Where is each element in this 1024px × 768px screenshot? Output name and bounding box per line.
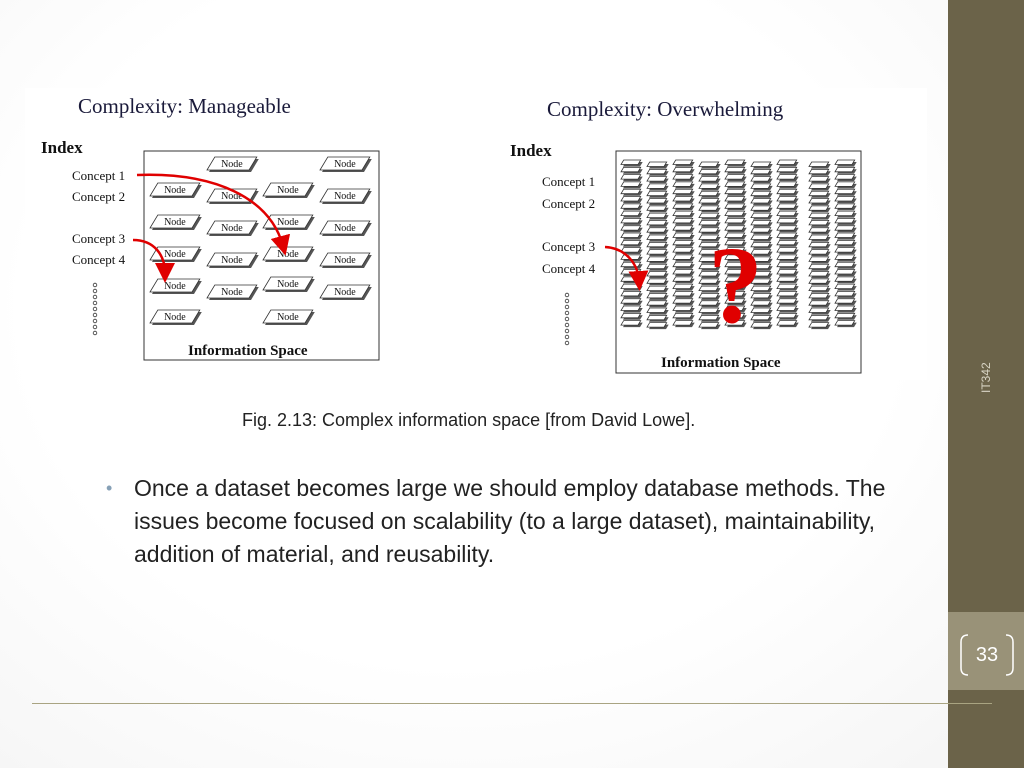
node-shape	[673, 262, 695, 269]
node-shape	[699, 191, 721, 198]
node-shape	[835, 211, 857, 218]
right-concept-2: Concept 2	[542, 196, 596, 211]
node-shape	[809, 213, 831, 220]
node-shape	[699, 169, 721, 176]
node-shape	[673, 160, 695, 167]
node-shape	[725, 211, 747, 218]
node-shape	[320, 253, 372, 268]
node-shape	[673, 291, 695, 298]
node-shape	[673, 233, 695, 240]
node-shape	[263, 183, 315, 198]
node-shape	[751, 177, 773, 184]
node-shape	[621, 313, 643, 320]
node-shape	[777, 291, 799, 298]
node-shape	[699, 206, 721, 213]
node-shape	[835, 160, 857, 167]
node-shape	[835, 321, 857, 328]
node-shape	[777, 277, 799, 284]
right-ellipsis	[565, 293, 569, 345]
right-index-label: Index	[510, 141, 552, 160]
node-label: Node	[277, 217, 299, 228]
node-shape	[835, 306, 857, 313]
node-label: Node	[334, 287, 356, 298]
node-label: Node	[277, 185, 299, 196]
node-shape	[647, 257, 669, 264]
node-shape	[809, 308, 831, 315]
node-shape	[673, 211, 695, 218]
node-shape	[777, 299, 799, 306]
left-concept-2: Concept 2	[72, 189, 126, 204]
question-mark: ?	[708, 224, 763, 346]
bullet-dot-icon: •	[106, 478, 113, 498]
node-shape	[777, 321, 799, 328]
node-shape	[835, 175, 857, 182]
node-label: Node	[221, 223, 243, 234]
node-shape	[647, 301, 669, 308]
node-label: Node	[277, 312, 299, 323]
node-shape	[809, 250, 831, 257]
node-shape	[835, 262, 857, 269]
node-shape	[673, 248, 695, 255]
bullet-list	[106, 472, 912, 571]
node-shape	[809, 293, 831, 300]
footer-divider	[32, 703, 992, 704]
node-shape	[835, 189, 857, 196]
node-shape	[150, 279, 202, 294]
node-shape	[673, 284, 695, 291]
node-label: Node	[334, 223, 356, 234]
node-shape	[835, 291, 857, 298]
node-shape	[777, 182, 799, 189]
node-shape	[263, 247, 315, 262]
complexity-figure	[25, 88, 927, 380]
node-label: Node	[164, 312, 186, 323]
node-shape	[673, 240, 695, 247]
left-ellipsis	[93, 283, 97, 335]
node-shape	[777, 189, 799, 196]
node-shape	[673, 182, 695, 189]
node-shape	[835, 313, 857, 320]
node-shape	[699, 177, 721, 184]
node-shape	[673, 277, 695, 284]
node-shape	[725, 160, 747, 167]
node-shape	[621, 233, 643, 240]
node-shape	[647, 199, 669, 206]
node-shape	[647, 250, 669, 257]
node-shape	[647, 220, 669, 227]
node-shape	[777, 197, 799, 204]
node-shape	[809, 264, 831, 271]
node-shape	[751, 162, 773, 169]
page-number: 33	[975, 644, 999, 666]
node-shape	[777, 218, 799, 225]
node-shape	[150, 310, 202, 325]
right-info-space-label: Information Space	[661, 355, 781, 371]
node-shape	[835, 204, 857, 211]
node-shape	[835, 197, 857, 204]
node-shape	[777, 211, 799, 218]
node-shape	[809, 220, 831, 227]
node-shape	[835, 255, 857, 262]
node-label: Node	[334, 159, 356, 170]
node-shape	[621, 175, 643, 182]
node-shape	[835, 226, 857, 233]
node-shape	[621, 189, 643, 196]
node-shape	[647, 235, 669, 242]
node-shape	[699, 213, 721, 220]
node-shape	[777, 313, 799, 320]
node-shape	[621, 211, 643, 218]
node-shape	[647, 242, 669, 249]
node-shape	[835, 167, 857, 174]
node-shape	[647, 177, 669, 184]
node-shape	[621, 204, 643, 211]
node-shape	[777, 204, 799, 211]
node-shape	[621, 299, 643, 306]
node-shape	[621, 240, 643, 247]
node-shape	[835, 299, 857, 306]
node-shape	[835, 182, 857, 189]
node-shape	[673, 197, 695, 204]
node-shape	[751, 213, 773, 220]
node-shape	[809, 162, 831, 169]
node-shape	[751, 199, 773, 206]
node-shape	[647, 264, 669, 271]
node-shape	[725, 189, 747, 196]
right-title: Complexity: Overwhelming	[547, 97, 784, 121]
node-shape	[777, 175, 799, 182]
node-shape	[835, 233, 857, 240]
node-shape	[621, 160, 643, 167]
node-shape	[809, 257, 831, 264]
left-info-space-label: Information Space	[188, 343, 308, 359]
node-shape	[725, 175, 747, 182]
node-shape	[647, 162, 669, 169]
node-shape	[647, 272, 669, 279]
node-shape	[777, 262, 799, 269]
node-shape	[725, 167, 747, 174]
node-shape	[150, 183, 202, 198]
node-shape	[809, 301, 831, 308]
node-shape	[809, 242, 831, 249]
node-shape	[777, 284, 799, 291]
node-shape	[621, 167, 643, 174]
node-label: Node	[277, 249, 299, 260]
node-shape	[725, 182, 747, 189]
course-code-label: IT342	[979, 362, 993, 393]
node-shape	[263, 310, 315, 325]
figure-caption: Fig. 2.13: Complex information space [from David Lowe].	[242, 410, 696, 430]
node-shape	[647, 191, 669, 198]
node-shape	[673, 226, 695, 233]
node-shape	[809, 177, 831, 184]
node-shape	[777, 270, 799, 277]
right-concept-1: Concept 1	[542, 174, 596, 189]
node-shape	[725, 204, 747, 211]
node-shape	[751, 191, 773, 198]
left-concept-3: Concept 3	[72, 231, 126, 246]
node-label: Node	[277, 279, 299, 290]
right-concept-4: Concept 4	[542, 261, 596, 276]
node-shape	[673, 175, 695, 182]
node-shape	[673, 204, 695, 211]
node-shape	[809, 199, 831, 206]
node-shape	[777, 248, 799, 255]
node-shape	[647, 293, 669, 300]
node-shape	[835, 277, 857, 284]
node-shape	[673, 306, 695, 313]
node-shape	[673, 313, 695, 320]
node-shape	[320, 221, 372, 236]
node-shape	[647, 169, 669, 176]
node-shape	[150, 215, 202, 230]
node-shape	[699, 199, 721, 206]
node-shape	[751, 169, 773, 176]
node-label: Node	[334, 191, 356, 202]
node-shape	[673, 167, 695, 174]
node-label: Node	[221, 287, 243, 298]
node-shape	[751, 184, 773, 191]
node-shape	[621, 262, 643, 269]
node-shape	[647, 279, 669, 286]
node-shape	[673, 189, 695, 196]
node-shape	[777, 226, 799, 233]
node-shape	[207, 221, 259, 236]
node-shape	[647, 315, 669, 322]
node-label: Node	[334, 255, 356, 266]
node-shape	[835, 248, 857, 255]
node-label: Node	[164, 249, 186, 260]
left-title: Complexity: Manageable	[78, 94, 291, 118]
node-label: Node	[164, 281, 186, 292]
node-shape	[621, 182, 643, 189]
bullet-text: Once a dataset becomes large we should employ database methods. The issues become focused on scalability (to a large dataset), maintainability, addition of material, and reusability.	[134, 475, 886, 567]
node-shape	[835, 270, 857, 277]
node-label: Node	[164, 217, 186, 228]
node-shape	[809, 272, 831, 279]
node-shape	[673, 255, 695, 262]
node-shape	[647, 184, 669, 191]
node-shape	[809, 169, 831, 176]
node-label: Node	[221, 159, 243, 170]
node-shape	[777, 233, 799, 240]
node-shape	[621, 284, 643, 291]
node-shape	[835, 240, 857, 247]
node-shape	[621, 226, 643, 233]
node-shape	[699, 184, 721, 191]
node-shape	[673, 299, 695, 306]
node-shape	[673, 218, 695, 225]
node-label: Node	[164, 185, 186, 196]
node-shape	[207, 285, 259, 300]
node-shape	[320, 285, 372, 300]
node-shape	[647, 206, 669, 213]
node-label: Node	[221, 255, 243, 266]
node-shape	[777, 160, 799, 167]
node-shape	[835, 218, 857, 225]
node-shape	[621, 197, 643, 204]
node-shape	[699, 162, 721, 169]
node-shape	[647, 228, 669, 235]
node-shape	[621, 321, 643, 328]
node-shape	[809, 191, 831, 198]
node-shape	[809, 184, 831, 191]
node-shape	[725, 197, 747, 204]
node-shape	[621, 218, 643, 225]
node-label: Node	[221, 191, 243, 202]
node-shape	[835, 284, 857, 291]
node-shape	[647, 213, 669, 220]
node-shape	[621, 291, 643, 298]
node-shape	[673, 321, 695, 328]
node-shape	[809, 315, 831, 322]
node-shape	[777, 167, 799, 174]
node-shape	[621, 306, 643, 313]
node-shape	[809, 323, 831, 330]
node-shape	[809, 228, 831, 235]
node-shape	[263, 277, 315, 292]
node-shape	[751, 206, 773, 213]
node-shape	[809, 206, 831, 213]
node-shape	[207, 157, 259, 172]
node-shape	[809, 235, 831, 242]
node-shape	[647, 286, 669, 293]
right-concept-3: Concept 3	[542, 239, 596, 254]
node-shape	[320, 189, 372, 204]
node-shape	[777, 255, 799, 262]
node-shape	[777, 240, 799, 247]
node-shape	[673, 270, 695, 277]
left-index-label: Index	[41, 138, 83, 157]
node-shape	[207, 253, 259, 268]
node-shape	[809, 286, 831, 293]
node-shape	[809, 279, 831, 286]
node-shape	[647, 323, 669, 330]
left-concept-1: Concept 1	[72, 168, 126, 183]
left-concept-4: Concept 4	[72, 252, 126, 267]
node-shape	[320, 157, 372, 172]
node-shape	[647, 308, 669, 315]
node-shape	[777, 306, 799, 313]
